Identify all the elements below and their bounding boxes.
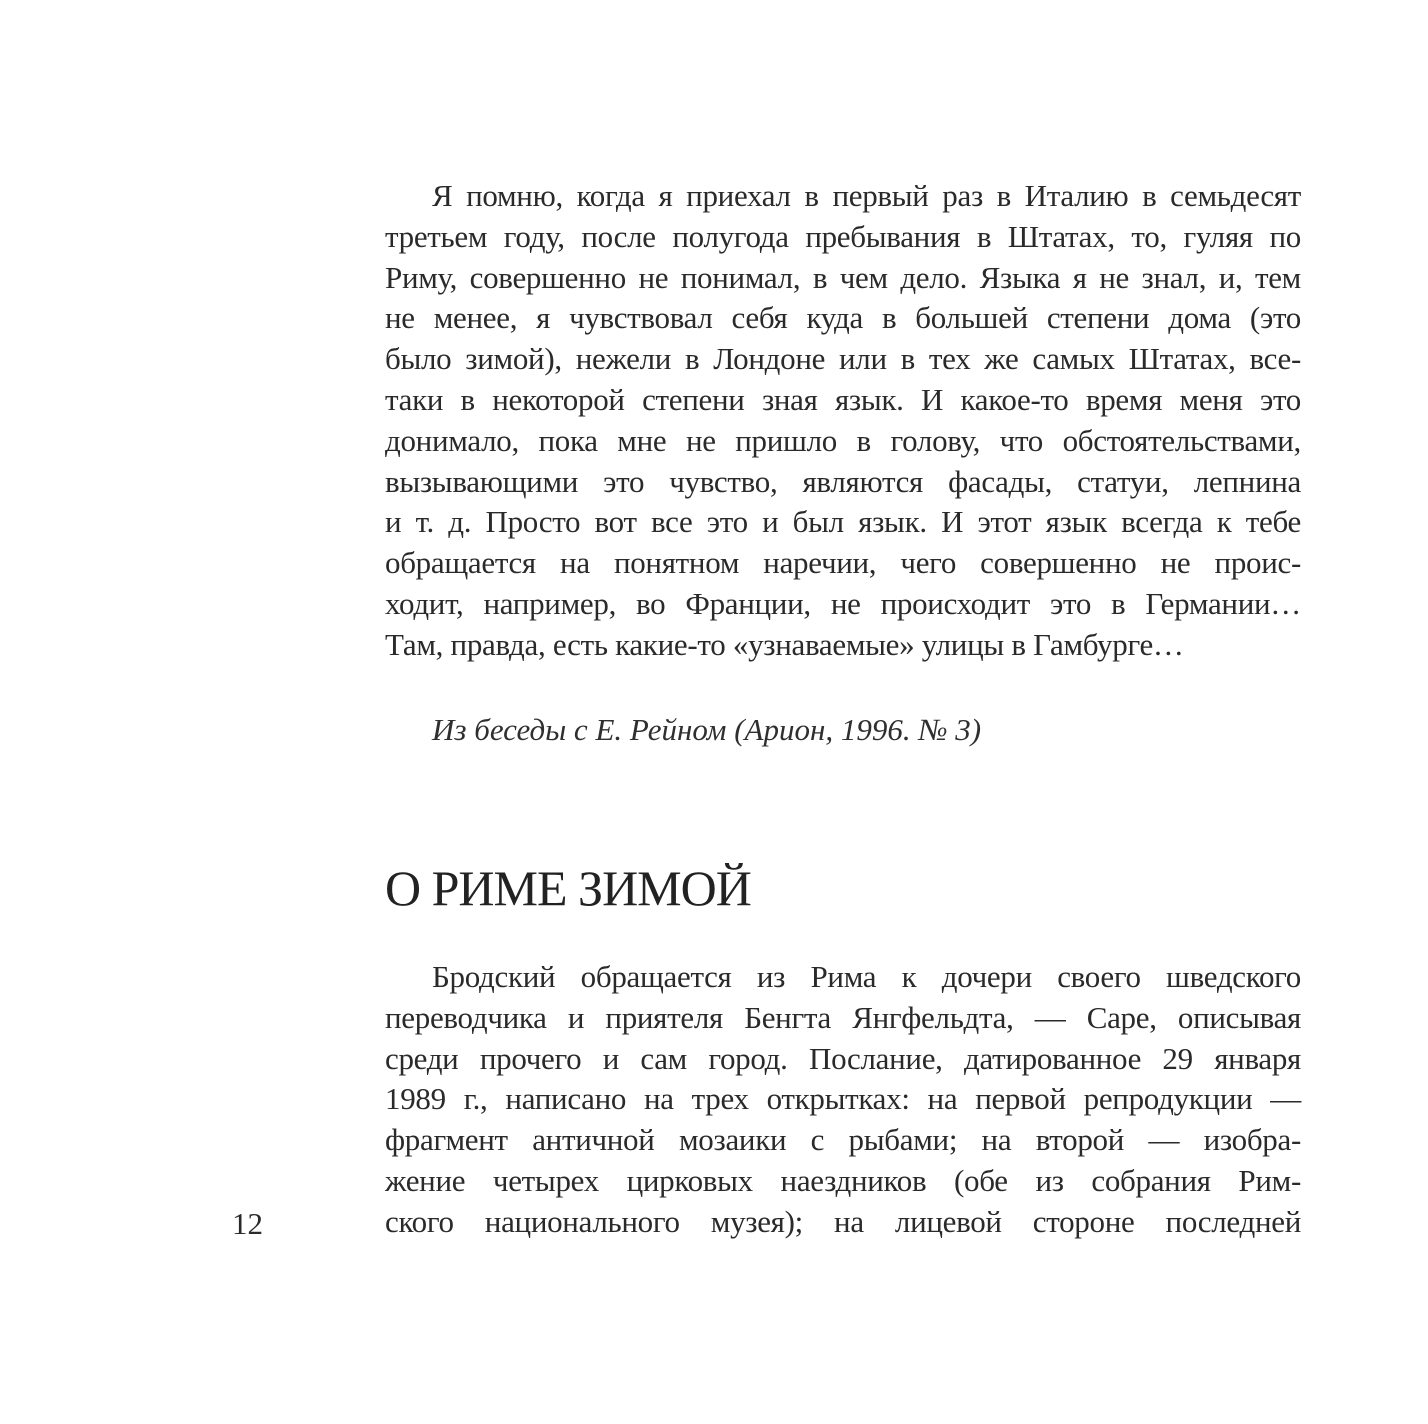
body-line: Бродский обращается из Рима к дочери своего шведского bbox=[432, 959, 1301, 994]
quote-line: не менее, я чувствовал себя куда в большей степени дома (это bbox=[385, 300, 1301, 336]
quote-line: ходит, например, во Франции, не происходит это в Германии… bbox=[385, 585, 1301, 621]
body-line: среди прочего и сам город. Послание, датированное 29 января bbox=[385, 1040, 1301, 1076]
body-line: ского национального музея); на лицевой стороне последней bbox=[385, 1203, 1301, 1239]
page-number: 12 bbox=[232, 1206, 263, 1241]
quote-line: третьем году, после полугода пребывания в Штатах, то, гуляя по bbox=[385, 218, 1301, 254]
quote-line: и т. д. Просто вот все это и был язык. И этот язык всегда к тебе bbox=[385, 504, 1301, 540]
quote-line: таки в некоторой степени зная язык. И какое-то время меня это bbox=[385, 381, 1301, 417]
quote-paragraph bbox=[385, 176, 1301, 666]
quote-line: было зимой), нежели в Лондоне или в тех же самых Штатах, все- bbox=[385, 341, 1301, 377]
body-paragraph bbox=[385, 957, 1301, 1243]
quote-line: обращается на понятном наречии, чего совершенно не проис- bbox=[385, 545, 1301, 581]
body-line: 1989 г., написано на трех открытках: на первой репродукции — bbox=[385, 1081, 1301, 1117]
section-heading: О РИМЕ ЗИМОЙ bbox=[385, 860, 751, 916]
body-line: жение четырех цирковых наездников (обе из собрания Рим- bbox=[385, 1162, 1301, 1198]
quote-line: вызывающими это чувство, являются фасады, статуи, лепнина bbox=[385, 463, 1301, 499]
quote-line: Там, правда, есть какие-то «узнаваемые» улицы в Гамбурге… bbox=[385, 626, 1184, 662]
body-line: переводчика и приятеля Бенгта Янгфельдта, — Саре, описывая bbox=[385, 999, 1301, 1035]
quote-line: донимало, пока мне не пришло в голову, что обстоятельствами, bbox=[385, 422, 1301, 458]
body-line: фрагмент античной мозаики с рыбами; на второй — изобра- bbox=[385, 1122, 1301, 1158]
quote-attribution: Из беседы с Е. Рейном (Арион, 1996. № 3) bbox=[432, 712, 982, 747]
quote-line: Я помню, когда я приехал в первый раз в Италию в семьдесят bbox=[432, 178, 1301, 213]
quote-line: Риму, совершенно не понимал, в чем дело. Языка я не знал, и, тем bbox=[385, 259, 1301, 295]
